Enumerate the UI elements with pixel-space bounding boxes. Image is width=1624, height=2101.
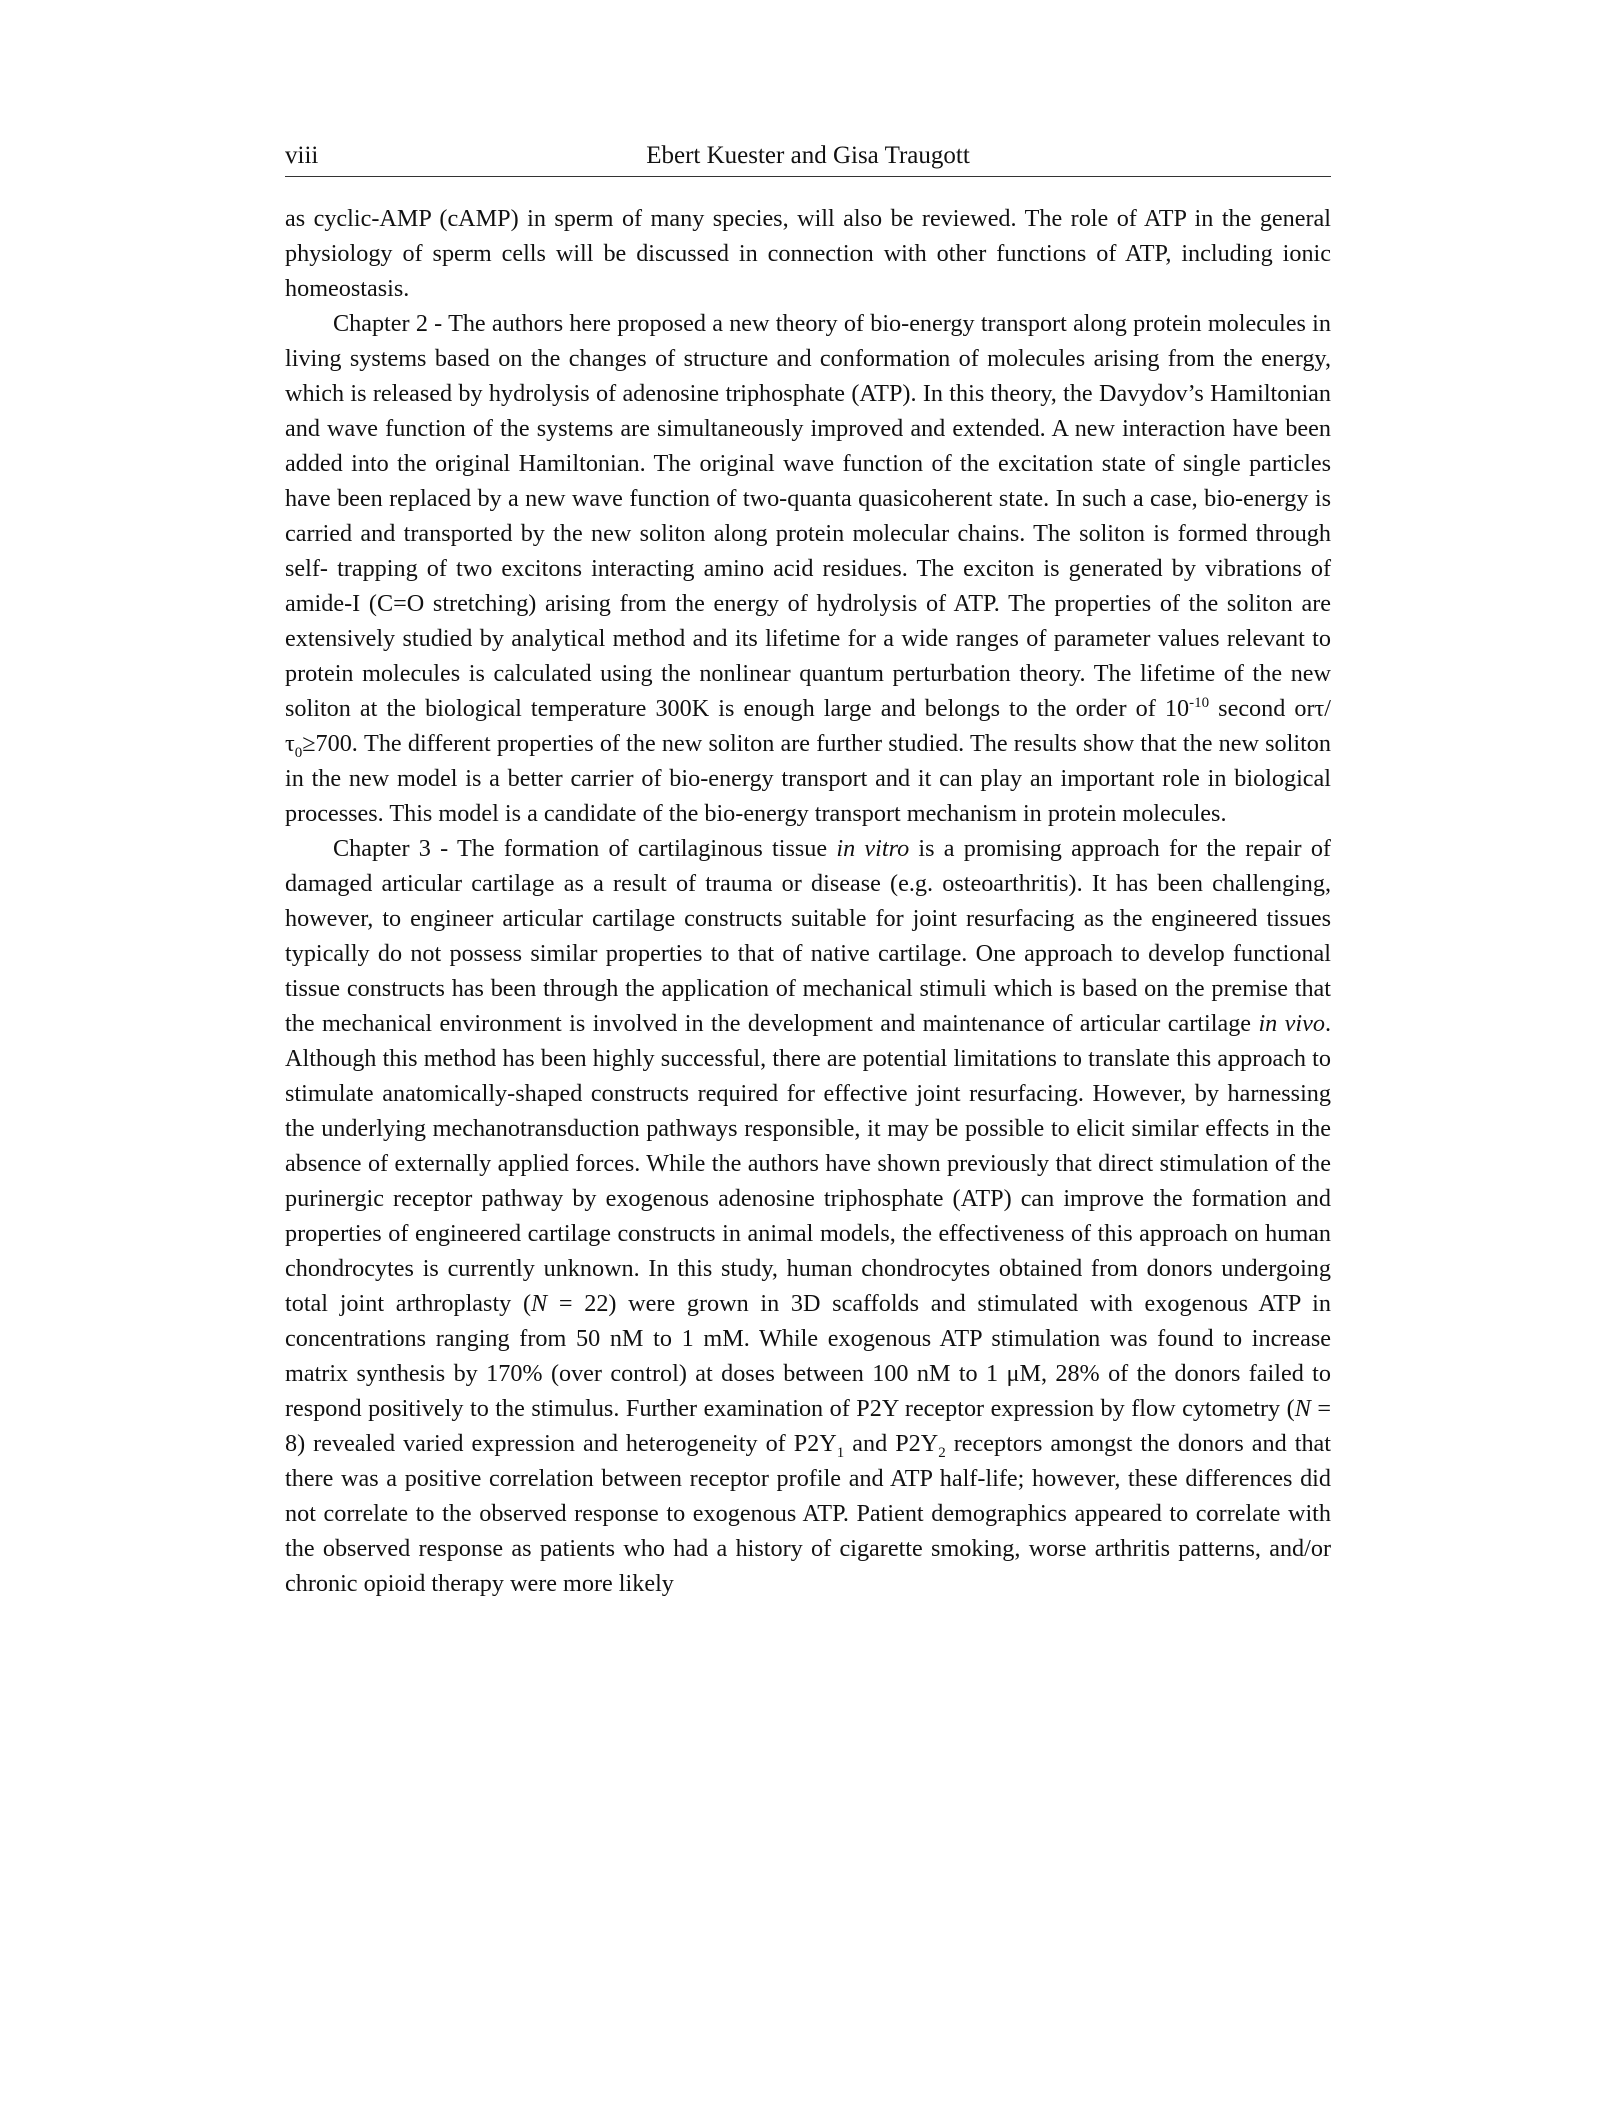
- paragraph-chapter-3: [285, 831, 1331, 1601]
- subscript-two: 2: [938, 1444, 946, 1461]
- italic-n-donors: N: [531, 1290, 548, 1317]
- chapter-3-text-e: = 8) revealed varied expression and heterogeneity of P2Y: [285, 1395, 1331, 1457]
- chapter-2-text-c: ≥700. The different properties of the new soliton are further studied. The results show that the new soliton in the new model is a better carrier of bio-energy transport and it can play an important role in biological processes. This model is a candidate of the bio-energy transport mechanism in protein molecules.: [285, 730, 1331, 827]
- paragraph-continuation: as cyclic-AMP (cAMP) in sperm of many species, will also be reviewed. The role of ATP in the general physiology of sperm cells will be discussed in connection with other functions of ATP, including ionic homeostasis.: [285, 205, 1331, 302]
- chapter-3-text-b: is a promising approach for the repair of damaged articular cartilage as a result of trauma or disease (e.g. osteoarthritis). It has been challenging, however, to engineer articular cartilage constructs suitable for joint resurfacing as the engineered tissues typically do not possess similar properties to that of native cartilage. One approach to develop functional tissue constructs has been through the application of mechanical stimuli which is based on the premise that the mechanical environment is involved in the development and maintenance of articular cartilage: [285, 835, 1331, 1037]
- body-text: [285, 201, 1331, 1601]
- italic-in-vivo: in vivo: [1258, 1010, 1325, 1037]
- chapter-3-text-f: and P2Y: [844, 1430, 939, 1457]
- paragraph-chapter-2: [285, 306, 1331, 831]
- italic-in-vitro: in vitro: [836, 835, 910, 862]
- running-header-authors: Ebert Kuester and Gisa Traugott: [646, 142, 970, 169]
- running-header: [285, 138, 1331, 177]
- chapter-3-text-a: Chapter 3 - The formation of cartilaginous tissue: [333, 835, 837, 862]
- chapter-2-text-b: second orτ/τ: [285, 695, 1331, 757]
- chapter-3-text-d: = 22) were grown in 3D scaffolds and stimulated with exogenous ATP in concentrations ranging from 50 nM to 1 mM. While exogenous ATP stimulation was found to increase matrix synthesis by 170% (over control) at doses between 100 nM to 1 μM, 28% of the donors failed to respond positively to the stimulus. Further examination of P2Y receptor expression by flow cytometry (: [285, 1290, 1332, 1422]
- chapter-3-text-g: receptors amongst the donors and that there was a positive correlation between receptor profile and ATP half-life; however, these differences did not correlate to the observed response to exogenous ATP. Patient demographics appeared to correlate with the observed response as patients who had a history of cigarette smoking, worse arthritis patterns, and/or chronic opioid therapy were more likely: [285, 1430, 1331, 1597]
- page-number: viii: [285, 142, 319, 169]
- italic-n-cytometry: N: [1294, 1395, 1311, 1422]
- chapter-3-text-c: . Although this method has been highly successful, there are potential limitations to translate this approach to stimulate anatomically-shaped constructs required for effective joint resurfacing. However, by harnessing the underlying mechanotransduction pathways responsible, it may be possible to elicit similar effects in the absence of externally applied forces. While the authors have shown previously that direct stimulation of the purinergic receptor pathway by exogenous adenosine triphosphate (ATP) can improve the formation and properties of engineered cartilage constructs in animal models, the effectiveness of this approach on human chondrocytes is currently unknown. In this study, human chondrocytes obtained from donors undergoing total joint arthroplasty (: [285, 1010, 1331, 1317]
- subscript-one: 1: [836, 1444, 845, 1461]
- exponent: -10: [1189, 694, 1210, 711]
- book-page: [285, 138, 1331, 1601]
- subscript-zero: 0: [294, 744, 303, 761]
- chapter-2-text-a: Chapter 2 - The authors here proposed a new theory of bio-energy transport along protein molecules in living systems based on the changes of structure and conformation of molecules arising from the energy, which is released by hydrolysis of adenosine triphosphate (ATP). In this theory, the Davydov’s Hamiltonian and wave function of the systems are simultaneously improved and extended. A new interaction have been added into the original Hamiltonian. The original wave function of the excitation state of single particles have been replaced by a new wave function of two-quanta quasicoherent state. In such a case, bio-energy is carried and transported by the new soliton along protein molecular chains. The soliton is formed through self- trapping of two excitons interacting amino acid residues. The exciton is generated by vibrations of amide-I (C=O stretching) arising from the energy of hydrolysis of ATP. The properties of the soliton are extensively studied by analytical method and its lifetime for a wide ranges of parameter values relevant to protein molecules is calculated using the nonlinear quantum perturbation theory. The lifetime of the new soliton at the biological temperature 300K is enough large and belongs to the order of 10: [285, 310, 1331, 722]
